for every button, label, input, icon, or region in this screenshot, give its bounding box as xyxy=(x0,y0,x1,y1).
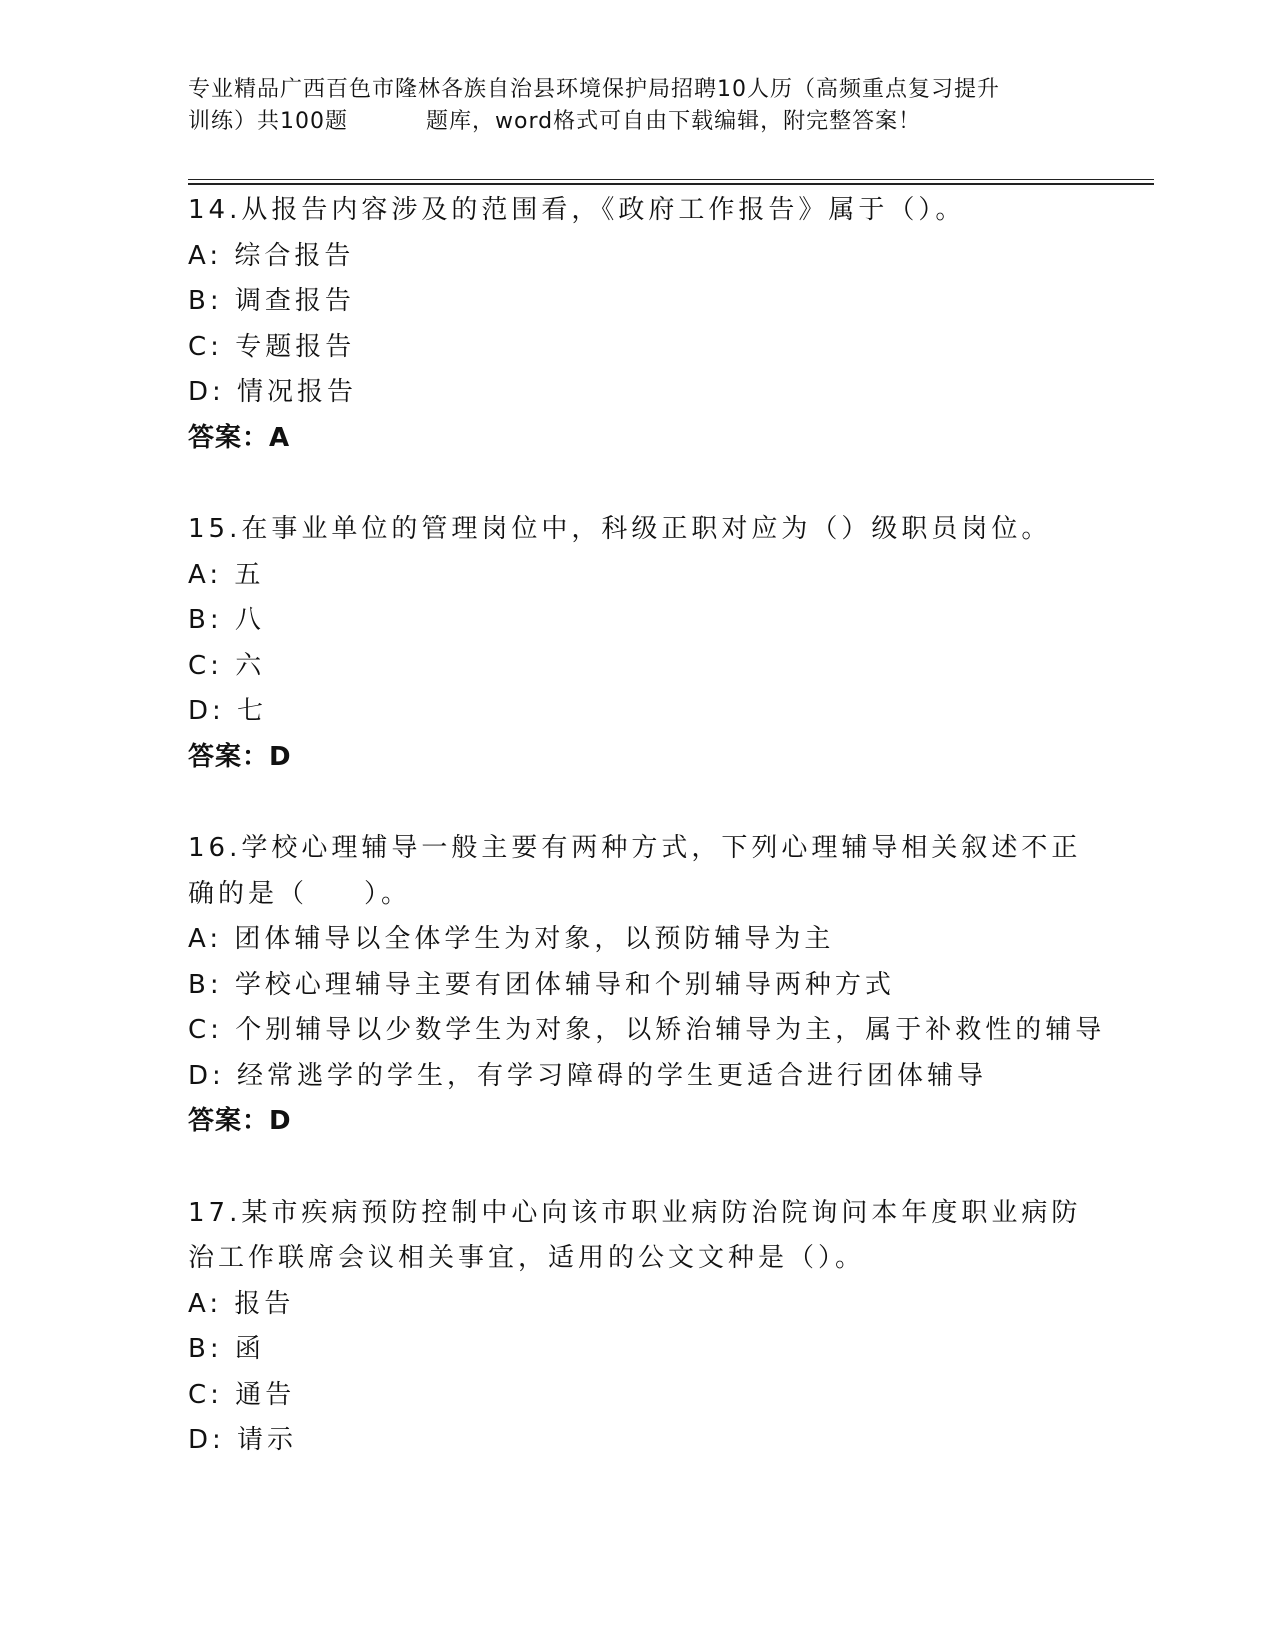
option-c: C: 通告 xyxy=(188,1379,296,1410)
question-15 xyxy=(188,507,1088,780)
question-14 xyxy=(188,188,1088,461)
question-list xyxy=(188,188,1106,1510)
option-b: B: 八 xyxy=(188,605,265,635)
option-c: C: 专题报告 xyxy=(188,331,356,362)
answer-line: 答案：A xyxy=(188,422,291,453)
question-17 xyxy=(188,1191,1088,1464)
question-stem: 17.某市疾病预防控制中心向该市职业病防治院询问本年度职业病防治工作联席会议相关事宜，适用的公文文种是（）。 xyxy=(188,1197,1082,1273)
answer-value: A xyxy=(269,422,291,453)
option-d: D: 请示 xyxy=(188,1425,298,1455)
option-b: B: 函 xyxy=(188,1334,265,1364)
option-d: D: 情况报告 xyxy=(188,377,358,407)
header-line-2-part-a: 训练）共100题 xyxy=(188,109,348,134)
answer-value: D xyxy=(269,741,292,772)
question-stem: 16.学校心理辅导一般主要有两种方式，下列心理辅导相关叙述不正确的是（ ）。 xyxy=(188,833,1082,909)
option-b: B: 学校心理辅导主要有团体辅导和个别辅导两种方式 xyxy=(188,969,895,1000)
option-d: D: 七 xyxy=(188,696,268,726)
header-line-1: 专业精品广西百色市隆林各族自治县环境保护局招聘10人历（高频重点复习提升 xyxy=(188,77,1000,102)
document-header xyxy=(188,74,1088,138)
option-a: A: 综合报告 xyxy=(188,240,355,271)
question-16 xyxy=(188,826,1106,1145)
header-line-2 xyxy=(188,106,1088,138)
header-divider-thick xyxy=(188,183,1154,185)
answer-value: D xyxy=(269,1106,292,1136)
question-stem: 15.在事业单位的管理岗位中，科级正职对应为（）级职员岗位。 xyxy=(188,514,1052,544)
option-c: C: 个别辅导以少数学生为对象，以矫治辅导为主，属于补救性的辅导 xyxy=(188,1015,1106,1045)
option-d: D: 经常逃学的学生，有学习障碍的学生更适合进行团体辅导 xyxy=(188,1060,988,1091)
option-a: A: 五 xyxy=(188,559,265,590)
option-c: C: 六 xyxy=(188,650,266,681)
answer-line: 答案：D xyxy=(188,741,292,772)
option-a: A: 报告 xyxy=(188,1288,295,1319)
header-line-2-part-b: 题库，word格式可自由下载编辑，附完整答案！ xyxy=(426,109,922,134)
answer-line: 答案：D xyxy=(188,1106,292,1136)
option-a: A: 团体辅导以全体学生为对象，以预防辅导为主 xyxy=(188,924,835,954)
option-b: B: 调查报告 xyxy=(188,286,355,316)
question-stem: 14.从报告内容涉及的范围看，《政府工作报告》属于（）。 xyxy=(188,195,966,225)
header-divider-thin xyxy=(188,179,1154,180)
